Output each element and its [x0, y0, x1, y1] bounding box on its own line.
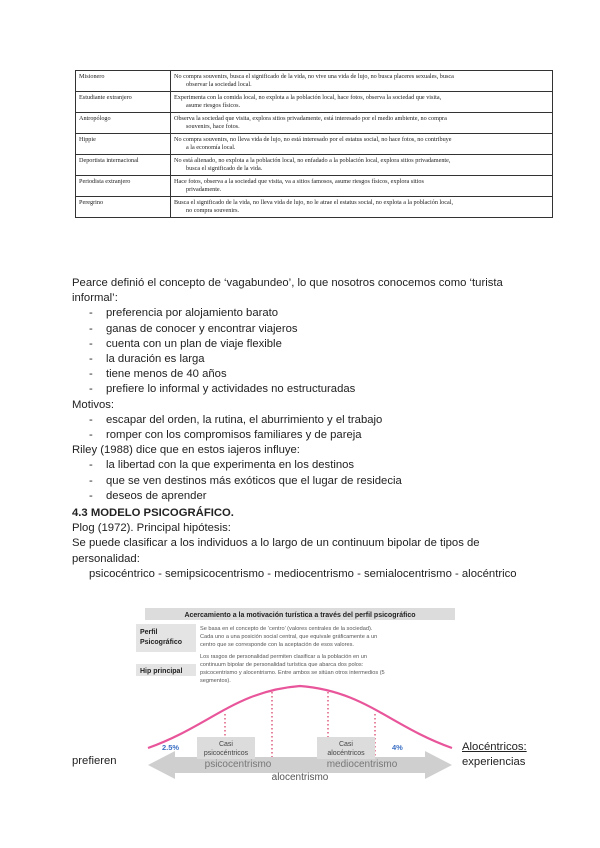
pct-left: 2.5% — [162, 743, 180, 752]
traveler-type-cell: Deportista internacional — [76, 155, 171, 176]
traveler-description-cell — [171, 92, 553, 113]
traveler-type-cell: Peregrino — [76, 197, 171, 218]
traveler-type-cell: Misionero — [76, 71, 171, 92]
pearce-intro-line2: informal’: — [72, 292, 118, 305]
arrow-right-text: mediocentrismo — [326, 759, 398, 770]
description-line: souvenirs, hace fotos. — [186, 123, 240, 130]
psychographic-diagram — [0, 596, 600, 836]
traveler-description-cell — [171, 134, 553, 155]
table-row — [76, 134, 553, 155]
side-right-text: experiencias — [462, 756, 526, 768]
table-row — [76, 92, 553, 113]
traveler-description-cell — [171, 155, 553, 176]
description-line: No compra souvenirs, busca el significado de la vida, no vive una vida de lujo, no busca placeres sexuales, busca — [174, 73, 454, 80]
continuum-line: psicocéntrico - semipsicocentrismo - mediocentrismo - semialocentrismo - alocéntrico — [89, 567, 517, 580]
riley-intro: Riley (1988) dice que en estos iajeros influye: — [72, 444, 300, 457]
perfil-text-line1: Se basa en el concepto de ‘centro’ (valores centrales de la sociedad). — [200, 626, 373, 632]
traveler-types-table — [75, 70, 553, 218]
motivos-label: Motivos: — [72, 398, 115, 411]
list-item: - deseos de aprender — [72, 489, 503, 504]
hip-text-line1: Los rasgos de personalidad permiten clasificar a la población en un — [200, 654, 367, 660]
box-left-line1: Casi — [218, 741, 234, 748]
description-line: busca el significado de la vida. — [186, 165, 263, 172]
description-line: No compra souvenirs, no lleva vida de lujo, no está interesado por el estatus social, no hace fotos, no contribuye — [174, 136, 452, 143]
arrow-left-text: psicocentrismo — [204, 759, 272, 770]
list-item: - la libertad con la que experimenta en los destinos — [72, 458, 503, 473]
description-line: Busca el significado de la vida, no lleva vida de lujo, no le atrae el estatus social, no explota a la población local, — [174, 199, 454, 206]
side-right-title: Alocéntricos: — [462, 741, 527, 753]
description-line: privadamente. — [186, 186, 222, 193]
list-item: - la duración es larga — [72, 352, 503, 367]
traveler-type-cell: Antropólogo — [76, 113, 171, 134]
arrow-bottom-text: alocentrismo — [271, 772, 329, 783]
pearce-block — [72, 276, 503, 504]
pearce-list — [72, 306, 503, 397]
perfil-label-line2: Psicográfico — [140, 639, 183, 646]
traveler-description-cell — [171, 113, 553, 134]
description-line: observar la sociedad local. — [186, 81, 252, 88]
list-item: - que se ven destinos más exóticos que el lugar de residecia — [72, 474, 503, 489]
list-item: - cuenta con un plan de viaje flexible — [72, 337, 503, 352]
perfil-text-line2: Cada uno a una posición social central, que equivale gráficamente a un — [200, 634, 378, 640]
psychographic-section — [72, 506, 517, 582]
traveler-description-cell — [171, 197, 553, 218]
description-line: a la economía local. — [186, 144, 236, 151]
diagram-title: Acercamiento a la motivación turística a través del perfil psicográfico — [184, 612, 416, 619]
table-row — [76, 71, 553, 92]
hip-text-line4: segmentos). — [200, 678, 231, 684]
description-line: Hace fotos, observa a la sociedad que visita, va a sitios famosos, asume riesgos físicos, explora sitios — [174, 178, 424, 185]
side-left-text: prefieren — [72, 755, 117, 767]
table-row — [76, 176, 553, 197]
list-item: - prefiere lo informal y actividades no estructuradas — [72, 382, 503, 397]
description-line: no compra souvenirs. — [186, 207, 240, 214]
list-item: - escapar del orden, la rutina, el aburrimiento y el trabajo — [72, 413, 503, 428]
traveler-type-cell: Estudiante extranjero — [76, 92, 171, 113]
description-line: Observa la sociedad que visita, explora sitios privadamente, está interesado por el medio ambiente, no compra — [174, 115, 447, 122]
perfil-text-line3: centro que se corresponde con la aceptación de esos valores. — [200, 642, 354, 648]
description-line: Experimenta con la comida local, no explota a la población local, hace fotos, observa la sociedad que visita, — [174, 94, 442, 101]
traveler-type-cell: Hippie — [76, 134, 171, 155]
motivos-list — [72, 413, 503, 443]
perfil-label-line1: Perfil — [140, 629, 158, 636]
description-line: No está alienado, no explota a la población local, no enfadado a la población local, explora sitios privadamente, — [174, 157, 451, 164]
hip-text-line3: psicocentrismo y alocentrismo. Entre ambos se sitúan otros intermedios (5 — [200, 670, 385, 676]
section-line2: Se puede clasificar a los individuos a lo largo de un continuum bipolar de tipos de — [72, 537, 480, 550]
hip-text-line2: continuum bipolar de personalidad turística que abarca dos polos: — [200, 662, 364, 668]
box-right-line1: Casi — [338, 741, 354, 748]
list-item: - ganas de conocer y encontrar viajeros — [72, 322, 503, 337]
hip-label: Hip principal — [140, 668, 183, 675]
box-left-line2: psicocéntricos — [203, 750, 249, 757]
section-line3: personalidad: — [72, 552, 140, 565]
traveler-description-cell — [171, 71, 553, 92]
box-right-line2: alocéntricos — [327, 750, 365, 757]
table-row — [76, 113, 553, 134]
section-line1: Plog (1972). Principal hipótesis: — [72, 522, 231, 535]
riley-list — [72, 458, 503, 504]
traveler-description-cell — [171, 176, 553, 197]
list-item: - romper con los compromisos familiares y de pareja — [72, 428, 503, 443]
list-item: - tiene menos de 40 años — [72, 367, 503, 382]
table-row — [76, 197, 553, 218]
bell-curve — [148, 686, 452, 748]
list-item: - preferencia por alojamiento barato — [72, 306, 503, 321]
pearce-intro-line1: Pearce definió el concepto de ‘vagabundeo’, lo que nosotros conocemos como ‘turista — [72, 277, 503, 289]
table-row — [76, 155, 553, 176]
description-line: asume riesgos físicos. — [186, 102, 241, 109]
pct-right: 4% — [392, 743, 403, 752]
section-heading: 4.3 MODELO PSICOGRÁFICO. — [72, 507, 234, 519]
traveler-type-cell: Periodista extranjero — [76, 176, 171, 197]
